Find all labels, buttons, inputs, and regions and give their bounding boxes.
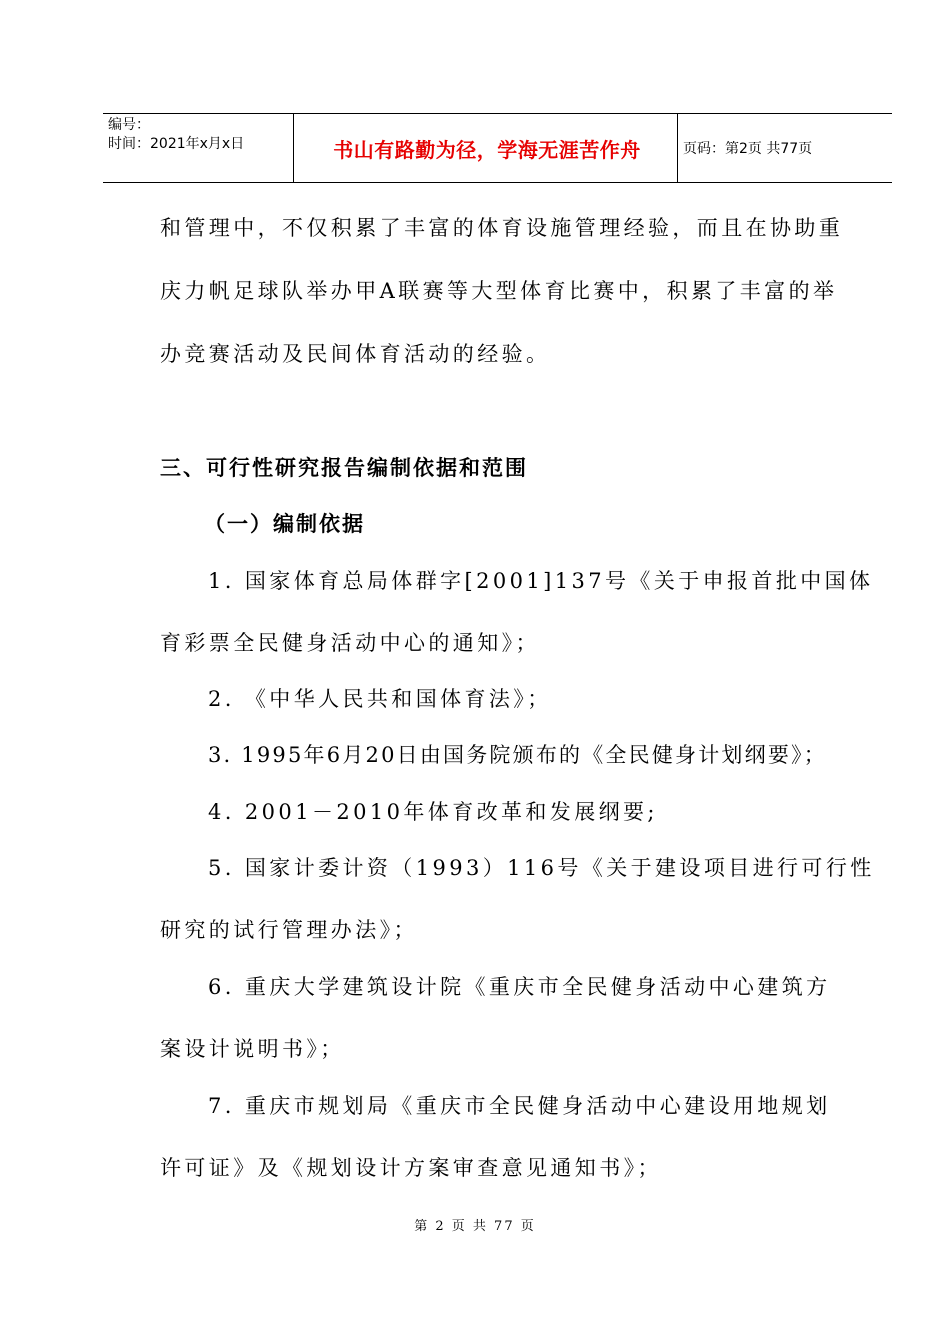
list-item: 6. 重庆大学建筑设计院《重庆市全民健身活动中心建筑方	[208, 975, 831, 999]
list-item: 7. 重庆市规划局《重庆市全民健身活动中心建设用地规划	[208, 1094, 831, 1118]
document-number-label: 编号：	[108, 117, 150, 133]
subsection-heading: （一）编制依据	[204, 512, 365, 536]
section-heading: 三、可行性研究报告编制依据和范围	[160, 456, 528, 480]
list-item-continuation: 许可证》及《规划设计方案审查意见通知书》；	[160, 1156, 662, 1180]
list-item: 1. 国家体育总局体群字[2001]137号《关于申报首批中国体	[208, 569, 874, 593]
header-divider-right	[677, 114, 678, 182]
list-item: 2. 《中华人民共和国体育法》；	[208, 687, 552, 711]
list-item-continuation: 研究的试行管理办法》；	[160, 918, 418, 942]
list-item-continuation: 案设计说明书》；	[160, 1037, 345, 1061]
list-item: 4. 2001－2010年体育改革和发展纲要;	[208, 800, 658, 824]
document-date: 时间：2021年x月x日	[108, 136, 245, 152]
page-footer: 第 2 页 共 77 页	[414, 1219, 536, 1234]
paragraph-line: 办竞赛活动及民间体育活动的经验。	[160, 342, 551, 366]
header-page-number: 页码：第2页 共77页	[683, 141, 813, 157]
list-item-continuation: 育彩票全民健身活动中心的通知》；	[160, 631, 540, 655]
list-item: 5. 国家计委计资（1993）116号《关于建设项目进行可行性	[208, 856, 875, 880]
list-item: 3. 1995年6月20日由国务院颁布的《全民健身计划纲要》；	[208, 743, 827, 767]
paragraph-line: 和管理中，不仅积累了丰富的体育设施管理经验，而且在协助重	[160, 216, 844, 240]
page-header	[103, 113, 892, 183]
header-meta	[108, 116, 298, 154]
header-motto: 书山有路勤为径，学海无涯苦作舟	[333, 137, 641, 162]
paragraph-line: 庆力帆足球队举办甲A联赛等大型体育比赛中，积累了丰富的举	[160, 279, 838, 303]
header-divider-left	[293, 114, 294, 182]
